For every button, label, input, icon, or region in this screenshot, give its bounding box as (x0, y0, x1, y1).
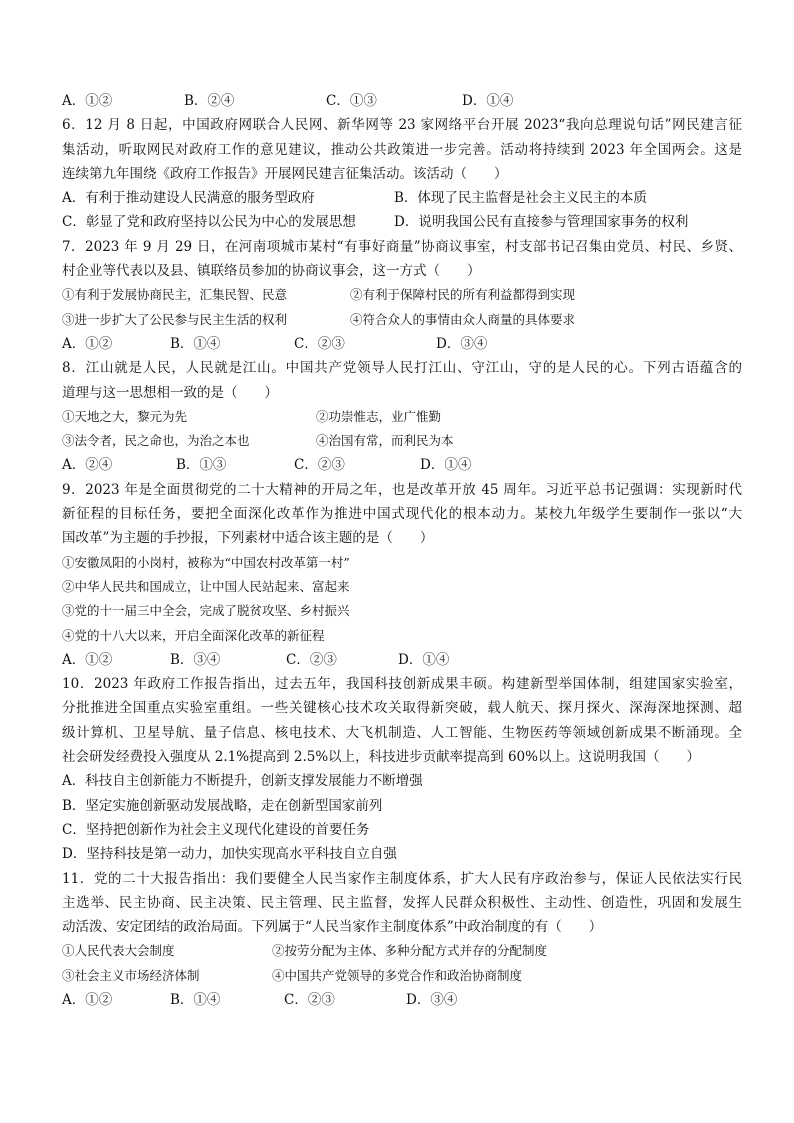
question-stem-line: 村企业等代表以及县、镇联络员参加的协商议事会，这一方式（ ） (62, 263, 481, 280)
answer-option[interactable]: B．体现了民主监督是社会主义民主的本质 (394, 190, 647, 207)
statement: ④党的十八大以来，开启全面深化改革的新征程 (62, 627, 325, 643)
question-stem-line: 新征程的目标任务，要把全面深化改革作为推进中国式现代化的根本动力。某校九年级学生要制作一张以“大 (62, 506, 742, 523)
answer-row (62, 648, 742, 672)
answer-choice[interactable]: A．①② (62, 93, 113, 109)
answer-choice[interactable]: C．②③ (286, 651, 337, 668)
answer-choice[interactable]: D．①④ (398, 651, 450, 668)
answer-option[interactable]: C．彰显了党和政府坚持以公民为中心的发展思想 (62, 214, 356, 231)
question-list (62, 89, 742, 1012)
answer-row (62, 453, 742, 477)
question-stem-line: 国改革”为主题的手抄报，下列素材中适合该主题的是（ ） (62, 530, 434, 547)
question-stem-line: 社会研发经费投入强度从 2.1%提高到 2.5%以上，科技进步贡献率提高到 60%以上。这说明我国（ ） (62, 749, 700, 766)
answer-choice[interactable]: A．①② (62, 991, 113, 1008)
option-row (62, 210, 742, 234)
question-9 (62, 478, 742, 672)
statement: ②有利于保障村民的所有利益都得到实现 (350, 287, 576, 303)
prev-answer-row (62, 89, 742, 113)
answer-option[interactable]: D．说明我国公民有直接参与管理国家事务的权利 (394, 214, 689, 231)
answer-choice[interactable]: B．③④ (170, 651, 221, 668)
question-stem-line: 7．2023 年 9 月 29 日，在河南项城市某村“有事好商量”协商议事室，村支部书记召集由党员、村民、乡贤、 (62, 238, 742, 255)
question-stem-line: 10．2023 年政府工作报告指出，过去五年，我国科技创新成果丰硕。构建新型举国体制，组建国家实验室， (62, 676, 742, 693)
statement-row (62, 283, 742, 307)
answer-row (62, 332, 742, 356)
statement: ①人民代表大会制度 (62, 943, 175, 959)
question-stem-line: 连续第九年围绕《政府工作报告》开展网民建言征集活动。该活动（ ） (62, 165, 508, 182)
answer-choice[interactable]: C．②③ (294, 335, 345, 352)
question-stem-line: 分批推进全国重点实验室重组。一些关键核心技术攻关取得新突破，载人航天、探月探火、深海深地探测、超 (62, 700, 742, 717)
question-stem-line: 道理与这一思想相一致的是（ ） (62, 384, 278, 401)
question-stem-line: 9．2023 年是全面贯彻党的二十大精神的开局之年，也是改革开放 45 周年。习近平总书记强调：实现新时代 (62, 481, 742, 498)
statement: ②中华人民共和国成立，让中国人民站起来、富起来 (62, 578, 350, 594)
statement: ③进一步扩大了公民参与民主生活的权利 (62, 311, 288, 327)
question-stem-line: 8．江山就是人民，人民就是江山。中国共产党领导人民打江山、守江山，守的是人民的心。下列古语蕴含的 (62, 360, 742, 377)
statement: ③社会主义市场经济体制 (62, 967, 200, 983)
statement: ①有利于发展协商民主，汇集民智、民意 (62, 287, 288, 303)
answer-option[interactable]: C．坚持把创新作为社会主义现代化建设的首要任务 (62, 821, 370, 838)
question-6 (62, 113, 742, 234)
question-stem-line: 6．12 月 8 日起，中国政府网联合人民网、新华网等 23 家网络平台开展 2023“我向总理说句话”网民建言征 (62, 117, 742, 134)
question-7 (62, 235, 742, 356)
answer-choice[interactable]: B．①③ (176, 457, 227, 474)
option-row (62, 186, 742, 210)
question-8 (62, 356, 742, 477)
answer-choice[interactable]: B．①④ (170, 991, 221, 1008)
answer-choice[interactable]: D．③④ (406, 991, 458, 1008)
statement: ④治国有常，而利民为本 (316, 433, 454, 449)
answer-choice[interactable]: A．①② (62, 651, 113, 668)
answer-row (62, 988, 742, 1012)
statement-row (62, 939, 742, 963)
answer-choice[interactable]: D．①④ (420, 457, 472, 474)
answer-choice[interactable]: B．②④ (184, 93, 235, 109)
statement: ③法令者，民之命也，为治之本也 (62, 433, 250, 449)
statement: ②按劳分配为主体、多种分配方式并存的分配制度 (272, 943, 548, 959)
answer-choice[interactable]: B．①④ (170, 335, 221, 352)
question-10 (62, 672, 742, 866)
question-stem-line: 级计算机、卫星导航、量子信息、核电技术、大飞机制造、人工智能、生物医药等领域创新成果不断涌现。全 (62, 724, 742, 741)
question-stem-line: 集活动，听取网民对政府工作的意见建议，推动公共政策进一步完善。活动将持续到 2023 年全国两会。这是 (62, 141, 742, 158)
answer-choice[interactable]: C．②③ (284, 991, 335, 1008)
statement: ①天地之大，黎元为先 (62, 408, 188, 424)
answer-choice[interactable]: A．②④ (62, 457, 113, 474)
question-stem-line: 11．党的二十大报告指出：我们要健全人民当家作主制度体系，扩大人民有序政治参与，保证人民依法实行民 (62, 870, 742, 887)
statement: ①安徽凤阳的小岗村，被称为“中国农村改革第一村” (62, 554, 350, 570)
statement: ④符合众人的事情由众人商量的具体要求 (350, 311, 576, 327)
statement: ④中国共产党领导的多党合作和政治协商制度 (272, 967, 523, 983)
answer-choice[interactable]: C．②③ (294, 457, 345, 474)
statement-row (62, 405, 742, 429)
answer-option[interactable]: A．有利于推动建设人民满意的服务型政府 (62, 190, 315, 207)
statement: ②功崇惟志，业广惟勤 (316, 408, 442, 424)
answer-option[interactable]: D．坚持科技是第一动力，加快实现高水平科技自立自强 (62, 846, 397, 863)
answer-choice[interactable]: D．③④ (436, 335, 488, 352)
statement-row (62, 308, 742, 332)
answer-option[interactable]: A．科技自主创新能力不断提升，创新支撑发展能力不断增强 (62, 773, 423, 790)
question-stem-line: 主选举、民主协商、民主决策、民主管理、民主监督，发挥人民群众积极性、主动性、创造性，巩固和发展生 (62, 894, 742, 911)
question-11 (62, 867, 742, 1013)
statement-row (62, 429, 742, 453)
answer-option[interactable]: B．坚定实施创新驱动发展战略，走在创新型国家前列 (62, 797, 383, 814)
answer-choice[interactable]: D．①④ (462, 93, 514, 109)
question-stem-line: 动活泼、安定团结的政治局面。下列属于“人民当家作主制度体系”中政治制度的有（ ） (62, 919, 603, 936)
answer-choice[interactable]: C．①③ (326, 93, 377, 109)
answer-choice[interactable]: A．①② (62, 335, 113, 352)
statement-row (62, 964, 742, 988)
statement: ③党的十一届三中全会，完成了脱贫攻坚、乡村振兴 (62, 603, 350, 619)
